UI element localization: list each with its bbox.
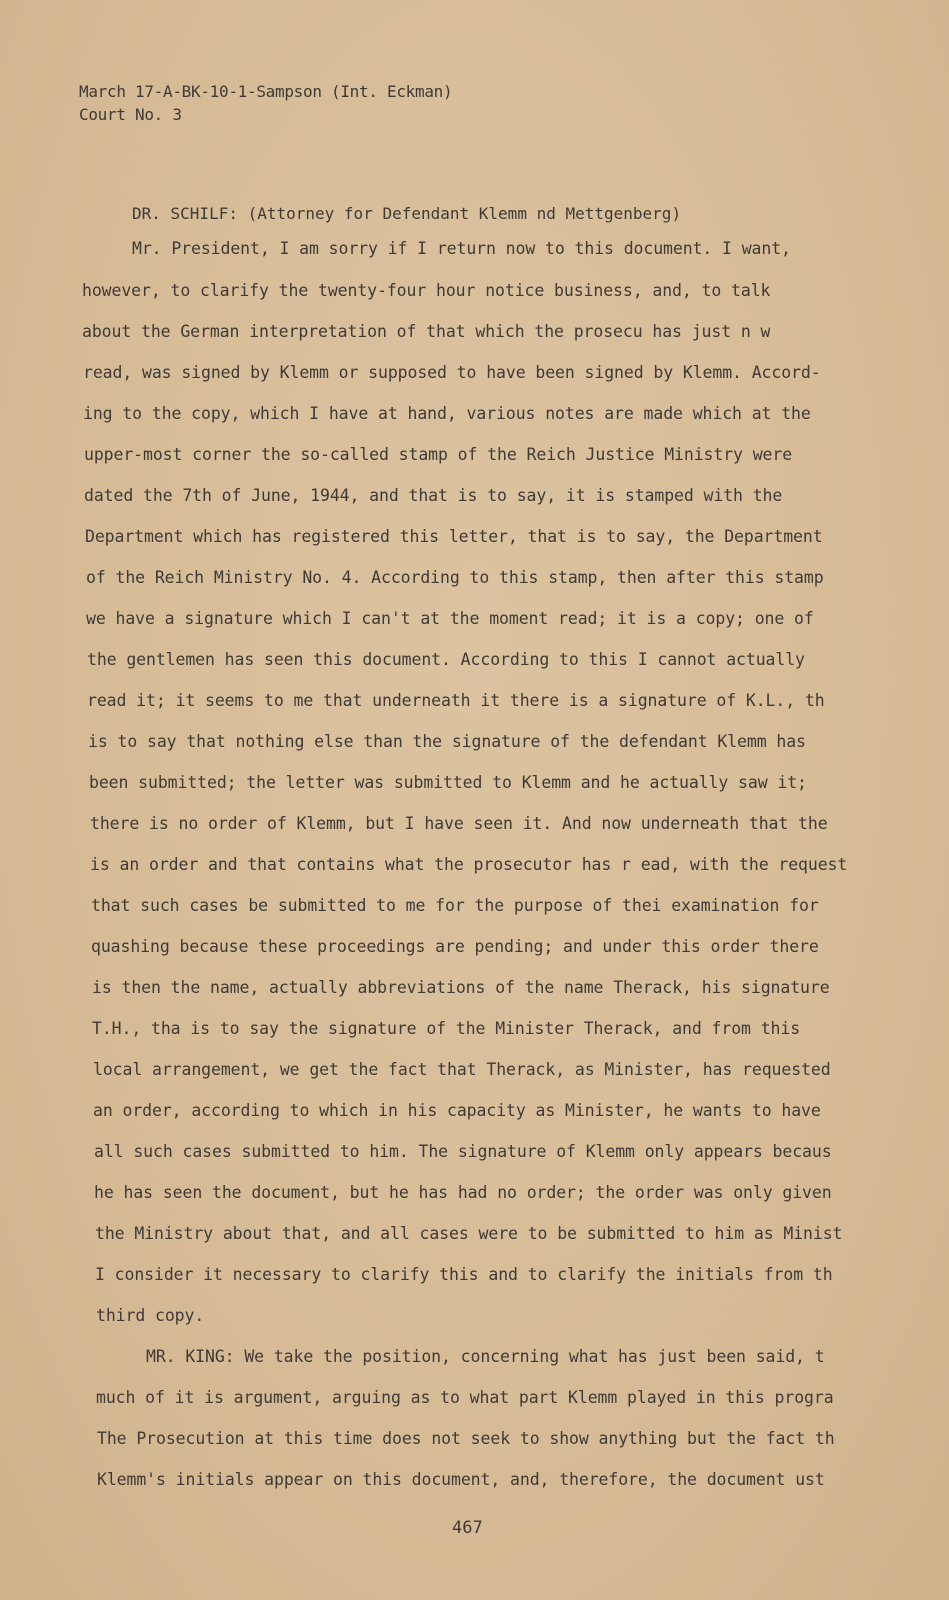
transcript-line: MR. KING: We take the position, concerning what has just been said, t	[146, 1347, 825, 1366]
transcript-line: ing to the copy, which I have at hand, various notes are made which at the	[83, 404, 811, 423]
transcript-line: Mr. President, I am sorry if I return now to this document. I want,	[132, 239, 791, 258]
transcript-line: I consider it necessary to clarify this and to clarify the initials from th	[95, 1265, 833, 1284]
transcript-line: quashing because these proceedings are pending; and under this order there	[91, 937, 819, 956]
header-case-reference: March 17-A-BK-10-1-Sampson (Int. Eckman)	[79, 82, 453, 101]
transcript-line: Department which has registered this letter, that is to say, the Department	[85, 527, 823, 546]
transcript-line: third copy.	[96, 1306, 205, 1325]
transcript-line: upper-most corner the so-called stamp of the Reich Justice Ministry were	[84, 445, 793, 464]
transcript-line: the gentlemen has seen this document. According to this I cannot actually	[87, 650, 805, 669]
transcript-line: all such cases submitted to him. The signature of Klemm only appears becaus	[94, 1142, 832, 1161]
transcript-line: local arrangement, we get the fact that Therack, as Minister, has requested	[93, 1060, 831, 1079]
transcript-line: of the Reich Ministry No. 4. According to this stamp, then after this stamp	[86, 568, 824, 587]
transcript-line: that such cases be submitted to me for the purpose of thei examination for	[91, 896, 819, 915]
transcript-line: Klemm's initials appear on this document, and, therefore, the document ust	[97, 1470, 825, 1489]
transcript-line: is to say that nothing else than the signature of the defendant Klemm has	[88, 732, 806, 751]
transcript-line: about the German interpretation of that which the prosecu has just n w	[82, 322, 771, 341]
transcript-line: read, was signed by Klemm or supposed to have been signed by Klemm. Accord-	[83, 363, 821, 382]
document-header	[79, 80, 452, 126]
transcript-line: is then the name, actually abbreviations of the name Therack, his signature	[92, 978, 830, 997]
page-number: 467	[452, 1518, 483, 1538]
transcript-line: an order, according to which in his capacity as Minister, he wants to have	[93, 1101, 821, 1120]
transcript-line: been submitted; the letter was submitted to Klemm and he actually saw it;	[89, 773, 807, 792]
transcript-line: he has seen the document, but he has had no order; the order was only given	[94, 1183, 832, 1202]
transcript-line: however, to clarify the twenty-four hour notice business, and, to talk	[82, 281, 771, 300]
speaker-introduction: DR. SCHILF: (Attorney for Defendant Klemm nd Mettgenberg)	[132, 204, 682, 223]
transcript-line: T.H., tha is to say the signature of the Minister Therack, and from this	[92, 1019, 801, 1038]
transcript-line: read it; it seems to me that underneath it there is a signature of K.L., th	[87, 691, 825, 710]
transcript-line: much of it is argument, arguing as to what part Klemm played in this progra	[96, 1388, 834, 1407]
transcript-line: The Prosecution at this time does not seek to show anything but the fact th	[97, 1429, 835, 1448]
transcript-line: we have a signature which I can't at the moment read; it is a copy; one of	[86, 609, 814, 628]
transcript-line: there is no order of Klemm, but I have seen it. And now underneath that the	[90, 814, 828, 833]
transcript-line: the Ministry about that, and all cases were to be submitted to him as Minist	[95, 1224, 843, 1243]
transcript-line: dated the 7th of June, 1944, and that is to say, it is stamped with the	[84, 486, 783, 505]
header-court-number: Court No. 3	[79, 105, 182, 124]
transcript-line: is an order and that contains what the prosecutor has r ead, with the request	[90, 855, 848, 874]
